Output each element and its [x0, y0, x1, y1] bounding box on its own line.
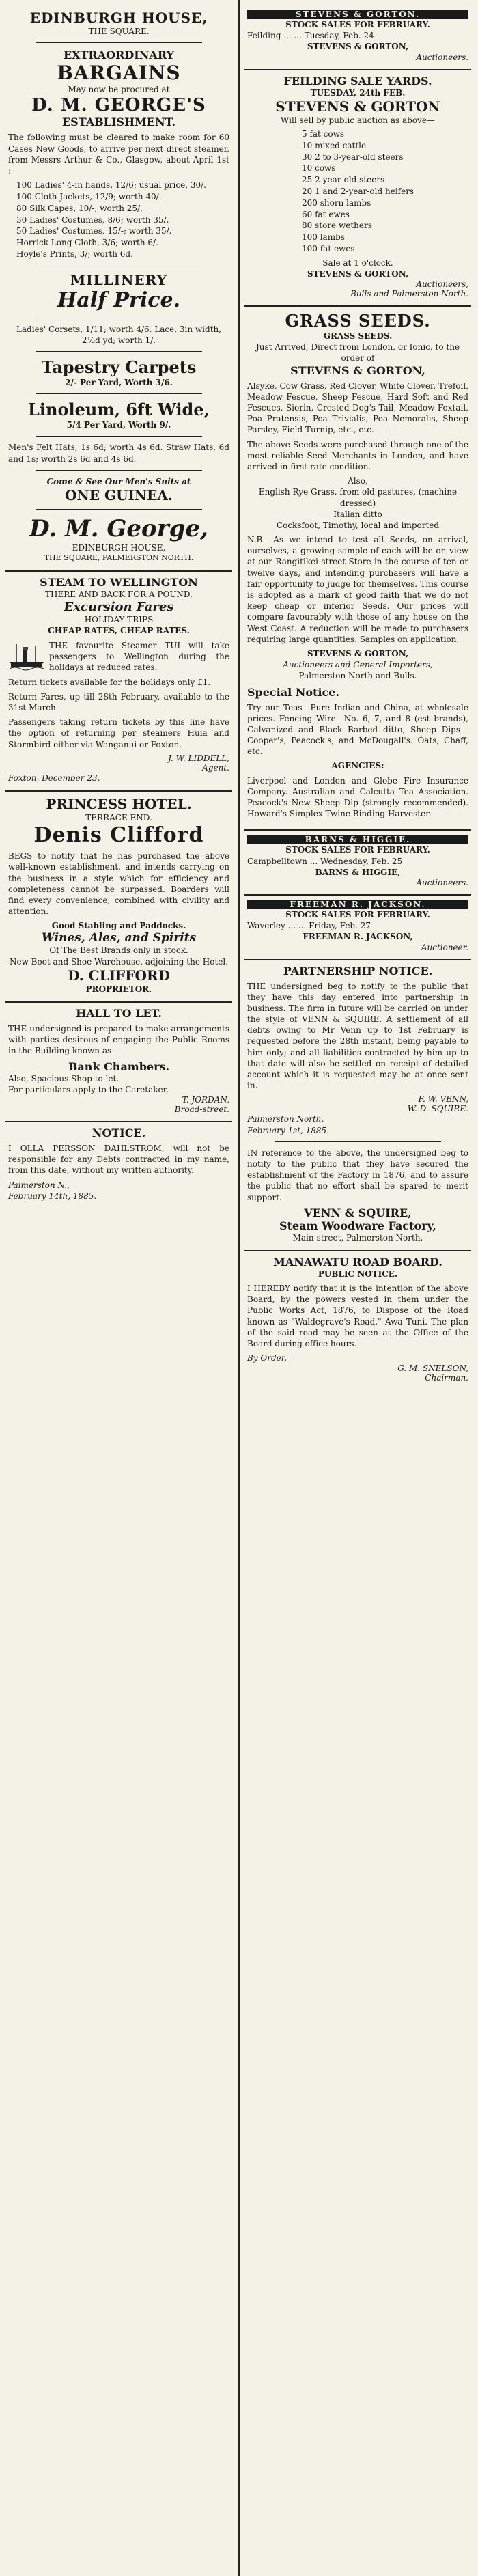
feilding-advert [244, 70, 471, 307]
mr-sig: G. M. SNELSON, [397, 1363, 468, 1374]
pn-venn: F. W. VENN, [418, 1094, 468, 1105]
column-divider [238, 0, 240, 2576]
george-item: 50 Ladies' Costumes, 15/-; worth 35/. [16, 226, 172, 236]
george-item: Hoyle's Prints, 3/; worth 6d. [16, 249, 133, 259]
pn-title: PARTNERSHIP NOTICE. [283, 964, 433, 978]
fs-items [247, 128, 468, 255]
vs-factory: Steam Woodware Factory, [279, 1219, 436, 1232]
tui: THE favourite Steamer TUI will take passengers to Wellington during the holidays at reduced rates. [49, 641, 229, 673]
grass-above: The above Seeds were purchased through one of the most reliable Seed Merchants in London, and have arrived in first-rate condition. [247, 439, 468, 471]
fs-item: 10 mixed cattle [302, 140, 367, 150]
fj-title: FREEMAN R. JACKSON. [247, 900, 468, 909]
boot: New Boot and Shoe Warehouse, adjoining the Hotel. [9, 956, 229, 967]
george-intro: The following must be cleared to make room for 60 Cases New Goods, to arrive per next direct steamer, from Messrs Arthur & Co., Glasgow, about April 1st :- [8, 133, 229, 176]
clifford-body: BEGS to notify that he has purchased the above well-known establishment, and intends carrying on the business in a style which for efficiency and completeness cannot be surpassed. Boarders will find every convenience, combined with civility and attention. [8, 851, 229, 917]
fs-auct: Auctioneers, [416, 279, 468, 290]
hall-body: THE undersigned is prepared to make arrangements with parties desirous of engaging the Public Rooms in the Building known as [8, 1024, 229, 1056]
stabling: Good Stabling and Paddocks. [51, 921, 186, 931]
sg-stock-advert [244, 5, 471, 70]
hall-advert [5, 1003, 232, 1122]
d-clifford: D. CLIFFORD [68, 967, 170, 984]
edinburgh-title: EDINBURGH HOUSE, [29, 10, 208, 26]
bank: Bank Chambers. [68, 1060, 170, 1073]
partnership-advert [244, 960, 471, 1251]
george-items [8, 180, 229, 260]
brands: Of The Best Brands only in stock. [49, 945, 188, 956]
george-advert [5, 5, 232, 572]
fj-advert [244, 896, 471, 960]
extraordinary: EXTRAORDINARY [63, 49, 175, 62]
pn-ref: IN reference to the above, the undersigned beg to notify to the public that they have secured the establishment of the Factory in 1876, and to assure the public that no effort shall be spared to merit support. [247, 1148, 468, 1202]
fs-item: 200 shorn lambs [302, 197, 371, 208]
steam-title: STEAM TO WELLINGTON [40, 575, 198, 589]
mr-order: By Order, [247, 1353, 287, 1363]
agent: Agent. [202, 762, 229, 773]
bh-sig: BARNS & HIGGIE, [315, 867, 401, 877]
linoleum: Linoleum, 6ft Wide, [28, 400, 210, 420]
george-item: 100 Cloth Jackets, 12/9; worth 40/. [16, 191, 162, 202]
notice-date: February 14th, 1885. [8, 1191, 97, 1201]
grass-english: English Rye Grass, from old pastures, (machine dressed) [258, 487, 458, 508]
steamer-icon [8, 641, 45, 671]
cheap: CHEAP RATES, CHEAP RATES. [48, 625, 190, 635]
half-price: Half Price. [57, 288, 181, 312]
mr-notice: PUBLIC NOTICE. [318, 1269, 398, 1279]
fs-item: 20 1 and 2-year-old heifers [302, 186, 414, 196]
princess-advert [5, 792, 232, 1003]
edinburgh-sub: THE SQUARE. [88, 27, 150, 36]
grass-role: Auctioneers and General Importers, [283, 660, 433, 670]
grass-advert [244, 307, 471, 831]
hall: HALL TO LET. [76, 1007, 162, 1020]
grass-addr: Palmerston North and Bulls. [298, 671, 417, 681]
wines: Wines, Ales, and Spirits [41, 931, 197, 945]
fs-sig: STEVENS & GORTON, [307, 268, 409, 279]
special-body: Try our Teas—Pure Indian and China, at wholesale prices. Fencing Wire—No. 6, 7, and 8 (est brands), Galvanized and Black Barbed ditto, Sheep Dips—Cooper's, Peacock's, and McDougall's. Oats, Chaff, etc. [247, 702, 468, 757]
steam-sub: THERE AND BACK FOR A POUND. [45, 589, 193, 599]
tapestry-price: 2/- Per Yard, Worth 3/6. [65, 378, 173, 388]
bargains: BARGAINS [57, 61, 181, 85]
pn-place: Palmerston North, [247, 1114, 324, 1124]
jordan: T. JORDAN, [182, 1094, 229, 1105]
grass-list: Alsyke, Cow Grass, Red Clover, White Clover, Trefoil, Meadow Fescue, Sheep Fescue, Hard Soft and Red Fescues, Siorin, Crested Dog's Tail, Meadow Foxtail, Poa Pratensis, Poa Trivialis, Poa Nemoralis, Sheep Parsley, Field Turnip, etc., etc. [247, 380, 468, 435]
fs-item: 100 fat ewes [302, 243, 355, 253]
fs-item: 25 2-year-old steers [302, 175, 385, 185]
fj-auct: Auctioneer. [421, 942, 468, 952]
vs-addr: Main-street, Palmerston North. [292, 1232, 423, 1243]
vs-name: VENN & SQUIRE, [304, 1206, 412, 1219]
fj-stock: STOCK SALES FOR FEBRUARY. [285, 909, 430, 919]
george-name: D. M. GEORGE'S [31, 95, 206, 116]
bh-advert [244, 831, 471, 896]
proprietor: PROPRIETOR. [85, 984, 152, 994]
bh-camp: Campbelltown ... Wednesday, Feb. 25 [247, 856, 403, 866]
fs-item: 10 cows [302, 163, 336, 174]
broad: Broad-street. [174, 1104, 229, 1114]
fs-item: 30 2 to 3-year-old steers [302, 152, 404, 162]
fs-title: FEILDING SALE YARDS. [283, 74, 432, 87]
grass-sg: STEVENS & GORTON, [290, 363, 425, 377]
fs-date: TUESDAY, 24th FEB. [310, 87, 406, 98]
mr-body: I HEREBY notify that it is the intention of the above Board, by the powers vested in them under the Public Works Act, 1876, to Dispose of the Road known as "Waldegrave's Road," Awa Tuni. The plan of the said road may be seen at the Office of the Board during office hours. [247, 1284, 468, 1349]
special: Special Notice. [247, 685, 340, 699]
grass-arrived: Just Arrived, Direct from London, or Ionic, to the order of [255, 342, 460, 363]
george-item: 30 Ladies' Costumes, 8/6; worth 35/. [16, 214, 169, 225]
notice-advert [5, 1122, 232, 1208]
liddell: J. W. LIDDELL, [168, 753, 229, 763]
clifford: Denis Clifford [33, 823, 204, 848]
bh-stock: STOCK SALES FOR FEBRUARY. [285, 845, 430, 855]
grass-sub: GRASS SEEDS. [323, 331, 393, 342]
george-item: 100 Ladies' 4-in hands, 12/6; usual price, 30/. [16, 180, 206, 191]
pn-date: February 1st, 1885. [247, 1125, 329, 1135]
passengers: Passengers taking return tickets by this line have the option of returning per steamers Huia and Stormbird either via Wanganui or Foxton. [8, 717, 229, 749]
sg-feilding: Feilding ... ... Tuesday, Feb. 24 [247, 31, 374, 41]
pn-body: THE undersigned beg to notify to the public that they have this day entered into partnership in business. The firm in future will be carried on under the style of VENN & SQUIRE. A settlement of all debts owing to Mr Venn up to 1st February is requested before the 28th instant, being payable to him only; and all liabilities contracted by him up to that date will also be settled on receipt of detailed account which it is requested may be at once sent in. [247, 981, 468, 1091]
fs-item: 5 fat cows [302, 128, 345, 139]
fs-will: Will sell by public auction as above— [281, 115, 435, 125]
agencies-body: Liverpool and London and Globe Fire Insurance Company. Australian and Calcutta Tea Association. Peacock's New Sheep Dip (strongly recommended). Howard's Simplex Twine Binding Harvester. [247, 775, 468, 819]
agencies: AGENCIES: [331, 761, 384, 771]
george-sig-addr: THE SQUARE, PALMERSTON NORTH. [44, 553, 194, 563]
fj-wav: Waverley ... ... Friday, Feb. 27 [247, 921, 371, 931]
grass-cock: Cocksfoot, Timothy, local and imported [276, 520, 440, 530]
grass-title: GRASS SEEDS. [285, 311, 431, 331]
establishment: ESTABLISHMENT. [61, 115, 176, 129]
millinery: MILLINERY [70, 271, 167, 288]
fs-sg: STEVENS & GORTON [275, 98, 440, 115]
fs-addr: Bulls and Palmerston North. [350, 289, 468, 299]
princess: PRINCESS HOTEL. [46, 795, 192, 812]
bh-auct: Auctioneers. [416, 877, 468, 887]
return: Return tickets available for the holidays only £1. [8, 677, 211, 687]
hats: Men's Felt Hats, 1s 6d; worth 4s 6d. Straw Hats, 6d and 1s; worth 2s 6d and 4s 6d. [8, 443, 229, 464]
corsets: Ladies' Corsets, 1/11; worth 4/6. Lace, 3in width, 2½d yd; worth 1/. [16, 324, 222, 345]
george-item: 80 Silk Capes, 10/-; worth 25/. [16, 203, 143, 213]
steam-advert [5, 572, 232, 792]
sg-title: STEVENS & GORTON. [247, 10, 468, 19]
grass-also: Also, [348, 476, 368, 486]
road-advert [244, 1251, 471, 1390]
terrace: TERRACE END. [85, 812, 152, 822]
tapestry: Tapestry Carpets [41, 357, 197, 378]
sg-stock: STOCK SALES FOR FEBRUARY. [285, 20, 430, 29]
right-column [244, 5, 471, 1389]
bh-title: BARNS & HIGGIE. [247, 835, 468, 844]
fs-sale: Sale at 1 o'clock. [322, 258, 393, 268]
pn-squire: W. D. SQUIRE. [407, 1104, 468, 1114]
particulars: For particulars apply to the Caretaker, [8, 1084, 169, 1094]
grass-nb: N.B.—As we intend to test all Seeds, on arrival, ourselves, a growing sample of each will be on view at our Rangitikei street Store in the course of ten or twelve days, and intending purchasers will have a fair opportunity to judge for themselves. This course is adopted as a mark of good faith that we do not keep cheap or inferior Seeds. Our prices will compare favourably with those of any house on the West Coast. A reduction will be made to purchasers requiring large quantities. Samples on application. [247, 535, 468, 644]
grass-italian: Italian ditto [333, 509, 382, 519]
notice-place: Palmerston N., [8, 1180, 70, 1190]
foxton: Foxton, December 23. [8, 773, 100, 783]
excursion: Excursion Fares [64, 599, 174, 614]
mr-chair: Chairman. [425, 1373, 468, 1383]
linoleum-price: 5/4 Per Yard, Worth 9/. [66, 420, 171, 430]
shop: Also, Spacious Shop to let. [8, 1073, 120, 1083]
george-sig-name: D. M. George, [29, 515, 208, 543]
notice: NOTICE. [92, 1126, 146, 1139]
one-guinea: ONE GUINEA. [65, 487, 173, 504]
mr-title: MANAWATU ROAD BOARD. [273, 1255, 442, 1269]
fs-item: 60 fat ewes [302, 209, 350, 219]
sg-sig: STEVENS & GORTON, [307, 42, 409, 52]
fs-item: 80 store wethers [302, 221, 372, 231]
george-sig-house: EDINBURGH HOUSE, [72, 543, 166, 553]
suits: Come & See Our Men's Suits at [46, 476, 191, 486]
fs-item: 100 lambs [302, 232, 345, 243]
george-item: Horrick Long Cloth, 3/6; worth 6/. [16, 238, 158, 248]
holiday: HOLIDAY TRIPS [84, 614, 154, 624]
return2: Return Fares, up till 28th February, available to the 31st March. [8, 691, 229, 712]
fj-sig: FREEMAN R. JACKSON, [303, 932, 413, 942]
left-column [5, 5, 232, 1208]
sg-auct: Auctioneers. [416, 52, 468, 62]
may-now: May now be procured at [68, 85, 170, 95]
grass-sig: STEVENS & GORTON, [307, 648, 409, 659]
notice-body: I OLLA PERSSON DAHLSTROM, will not be responsible for any Debts contracted in my name, from this date, without my written authority. [8, 1143, 229, 1176]
